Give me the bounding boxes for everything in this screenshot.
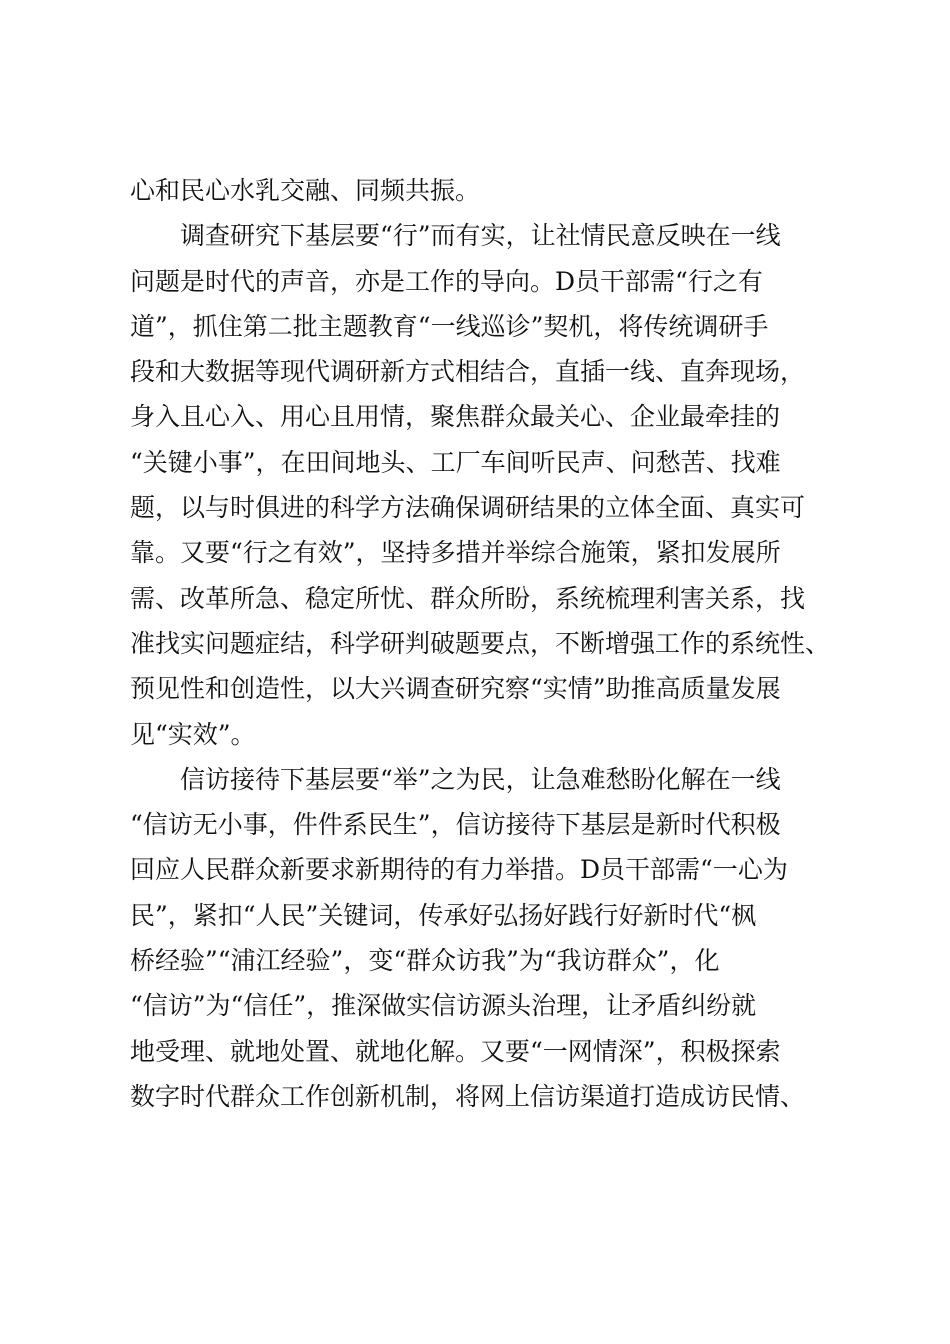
paragraph-2-line-11: 预见性和创造性，以大兴调查研究察“实情”助推高质量发展 xyxy=(130,674,781,704)
paragraph-2-heading-line: 调查研究下基层要“行”而有实，让社情民意反映在一线 xyxy=(180,221,781,251)
paragraph-2-line-12: 见“实效”。 xyxy=(130,719,256,749)
paragraph-2-line-5: 身入且心入、用心且用情，聚焦群众最关心、企业最牵挂的 xyxy=(130,402,781,432)
paragraph-1-line-1: 心和民心水乳交融、同频共振。 xyxy=(130,176,481,205)
paragraph-3-heading-line: 信访接待下基层要“举”之为民，让急难愁盼化解在一线 xyxy=(180,764,781,794)
paragraph-3-line-7: 地受理、就地处置、就地化解。又要“一网情深”，积极探索 xyxy=(130,1036,781,1066)
paragraph-2-line-10: 准找实问题症结，科学研判破题要点，不断增强工作的系统性、 xyxy=(130,628,831,658)
paragraph-2-line-7: 题，以与时俱进的科学方法确保调研结果的立体全面、真实可 xyxy=(130,493,806,523)
paragraph-3-line-3: 回应人民群众新要求新期待的有力举措。D员干部需“一心为 xyxy=(130,855,788,885)
paragraph-3-line-4: 民”，紧扣“人民”关键词，传承好弘扬好践行好新时代“枫 xyxy=(130,900,757,930)
paragraph-2-line-9: 需、改革所急、稳定所忧、群众所盼，系统梳理利害关系，找 xyxy=(130,583,806,613)
paragraph-3-line-6: “信访”为“信任”，推深做实信访源头治理，让矛盾纠纷就 xyxy=(130,991,757,1021)
paragraph-2-line-2: 问题是时代的声音，亦是工作的导向。D员干部需“行之有 xyxy=(130,266,763,296)
paragraph-2-line-6: “关键小事”，在田间地头、工厂车间听民声、问愁苦、找难 xyxy=(130,447,781,477)
paragraph-2-line-4: 段和大数据等现代调研新方式相结合，直插一线、直奔现场， xyxy=(130,357,806,387)
paragraph-2-line-8: 靠。又要“行之有效”，坚持多措并举综合施策，紧扣发展所 xyxy=(130,538,781,568)
document-body xyxy=(130,168,850,1119)
paragraph-3-line-5: 桥经验”“浦江经验”，变“群众访我”为“我访群众”，化 xyxy=(130,946,720,976)
paragraph-3-line-8: 数字时代群众工作创新机制，将网上信访渠道打造成访民情、 xyxy=(130,1081,806,1111)
paragraph-3-line-2: “信访无小事，件件系民生”，信访接待下基层是新时代积极 xyxy=(130,810,781,840)
paragraph-2-line-3: 道”，抓住第二批主题教育“一线巡诊”契机，将传统调研手 xyxy=(130,311,769,341)
